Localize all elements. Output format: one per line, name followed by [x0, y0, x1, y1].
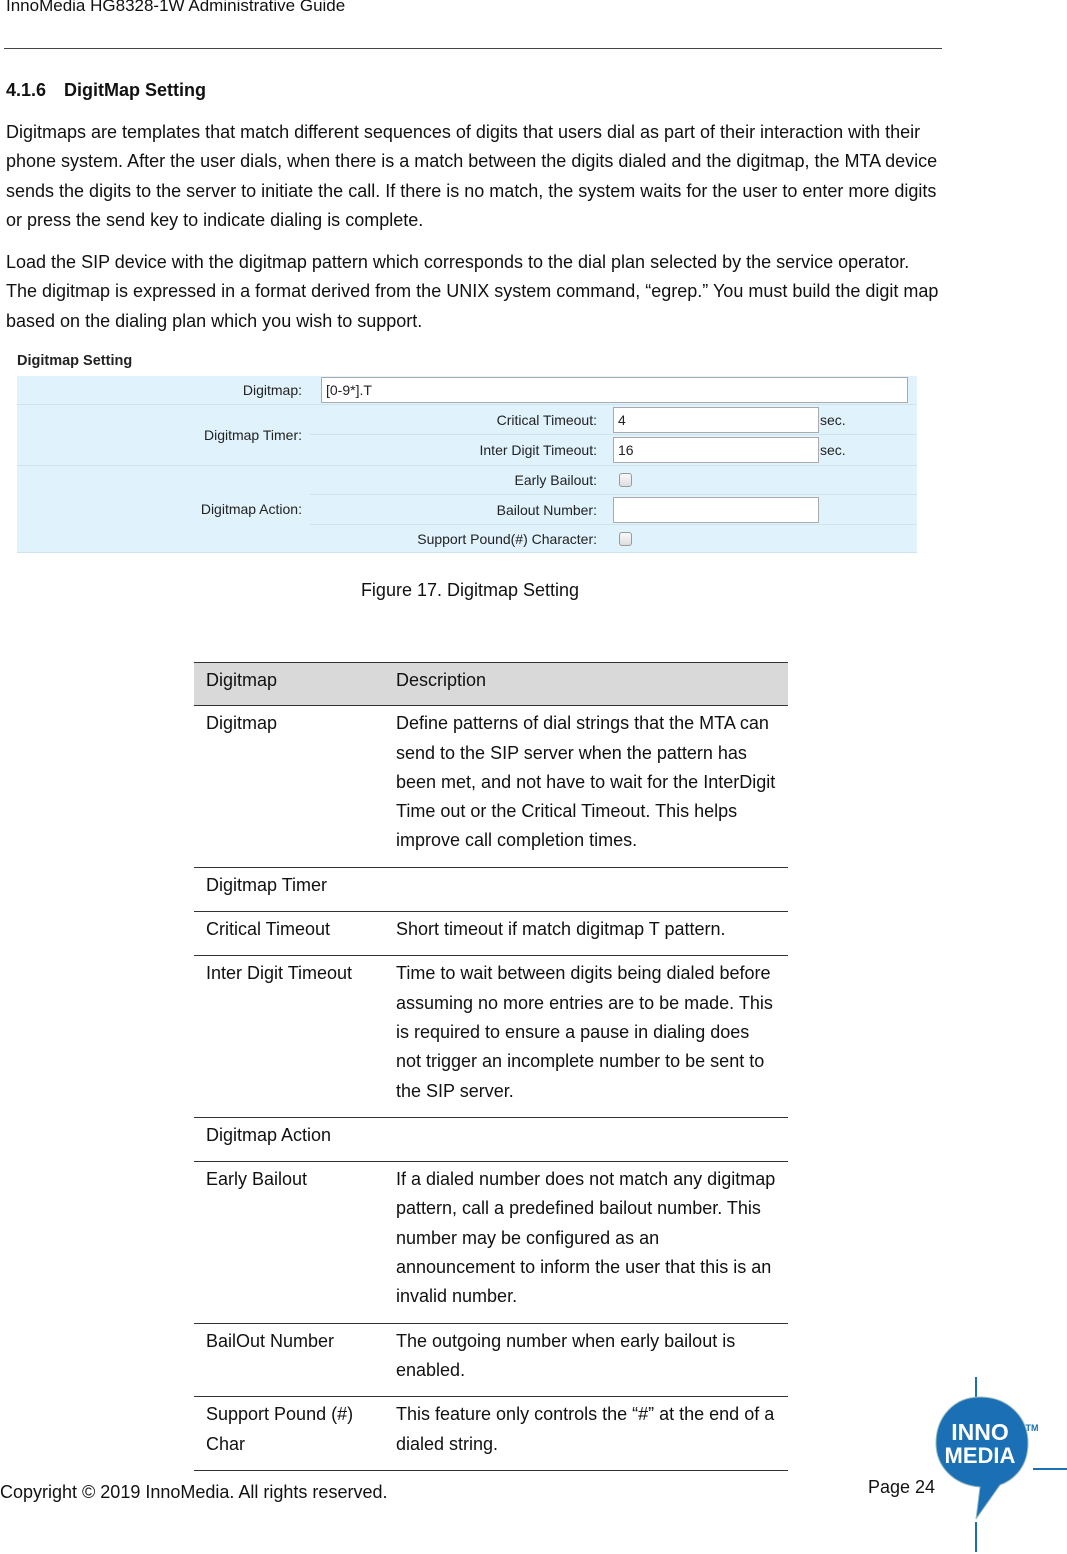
table-row: [194, 1397, 788, 1471]
digitmap-label: Digitmap:: [17, 376, 310, 405]
critical-timeout-label: Critical Timeout:: [310, 405, 605, 435]
table-header-row: [194, 663, 788, 706]
table-row: [194, 956, 788, 1117]
unit-label: sec.: [820, 442, 846, 458]
inter-digit-timeout-label: Inter Digit Timeout:: [310, 435, 605, 466]
header-divider: [4, 48, 942, 49]
description-cell: This feature only controls the “#” at the end of a dialed string.: [384, 1397, 788, 1471]
table-row: [194, 1323, 788, 1397]
unit-label: sec.: [820, 412, 846, 428]
digitmap-setting-figure: [17, 350, 917, 555]
copyright: Copyright © 2019 InnoMedia. All rights reserved.: [0, 1482, 388, 1502]
description-cell: [384, 1117, 788, 1161]
parameter-cell: BailOut Number: [194, 1323, 384, 1397]
parameter-cell: Digitmap: [194, 706, 384, 867]
column-header: Description: [384, 663, 788, 706]
table-row: [194, 867, 788, 911]
parameter-cell: Inter Digit Timeout: [194, 956, 384, 1117]
digitmap-action-label: Digitmap Action:: [17, 466, 310, 553]
table-row: [194, 1117, 788, 1161]
panel-title: Digitmap Setting: [17, 353, 133, 369]
parameter-cell: Digitmap Timer: [194, 867, 384, 911]
bailout-number-input[interactable]: [613, 497, 819, 523]
running-header: InnoMedia HG8328-1W Administrative Guide: [6, 0, 346, 15]
parameter-cell: Digitmap Action: [194, 1117, 384, 1161]
support-pound-checkbox[interactable]: [619, 532, 632, 546]
section-heading: [6, 80, 206, 101]
logo-bubble-icon: [930, 1395, 1040, 1525]
description-cell: If a dialed number does not match any digitmap pattern, call a predefined bailout number. This number may be configured as an announcement to inform the user that this is an invalid number.: [384, 1162, 788, 1323]
description-cell: Short timeout if match digitmap T pattern.: [384, 912, 788, 956]
table-row: [194, 706, 788, 867]
figure-caption: Figure 17. Digitmap Setting: [360, 580, 580, 600]
description-cell: Time to wait between digits being dialed before assuming no more entries are to be made. This is required to ensure a pause in dialing does not trigger an incomplete number to be sent to the SIP server.: [384, 956, 788, 1117]
early-bailout-checkbox[interactable]: [619, 473, 632, 487]
column-header: Digitmap: [194, 663, 384, 706]
digitmap-timer-label: Digitmap Timer:: [17, 405, 310, 466]
critical-timeout-input[interactable]: 4: [613, 407, 819, 433]
digitmap-description-table: [194, 662, 788, 1471]
description-cell: Define patterns of dial strings that the MTA can send to the SIP server when the pattern has been met, and not have to wait for the InterDigit Time out or the Critical Timeout. This helps improve call completion times.: [384, 706, 788, 867]
inter-digit-timeout-input[interactable]: 16: [613, 437, 819, 463]
svg-text:INNO: INNO: [951, 1419, 1009, 1445]
paragraph: Load the SIP device with the digitmap pattern which corresponds to the dial plan selected by the service operator. The digitmap is expressed in a format derived from the UNIX system command, “egrep.” You must build the digit map based on the dialing plan which you wish to support.: [6, 252, 939, 331]
paragraph: Digitmaps are templates that match different sequences of digits that users dial as part of their interaction with their phone system. After the user dials, when there is a match between the digits dialed and the digitmap, the MTA device sends the digits to the server to initiate the call. If there is no match, the system waits for the user to enter more digits or press the send key to indicate dialing is complete.: [6, 122, 938, 230]
svg-text:TM: TM: [1025, 1423, 1039, 1433]
description-cell: [384, 867, 788, 911]
parameter-cell: Critical Timeout: [194, 912, 384, 956]
page-number: Page 24: [868, 1477, 936, 1497]
early-bailout-label: Early Bailout:: [310, 466, 605, 495]
parameter-cell: Early Bailout: [194, 1162, 384, 1323]
table-row: [194, 912, 788, 956]
bailout-number-label: Bailout Number:: [310, 495, 605, 525]
section-title: DigitMap Setting: [64, 80, 207, 100]
svg-text:MEDIA: MEDIA: [944, 1443, 1016, 1468]
support-pound-label: Support Pound(#) Character:: [310, 525, 605, 553]
description-cell: The outgoing number when early bailout is enabled.: [384, 1323, 788, 1397]
section-number: 4.1.6: [6, 80, 47, 100]
table-row: [194, 1162, 788, 1323]
digitmap-input[interactable]: [0-9*].T: [321, 377, 908, 403]
parameter-cell: Support Pound (#) Char: [194, 1397, 384, 1471]
